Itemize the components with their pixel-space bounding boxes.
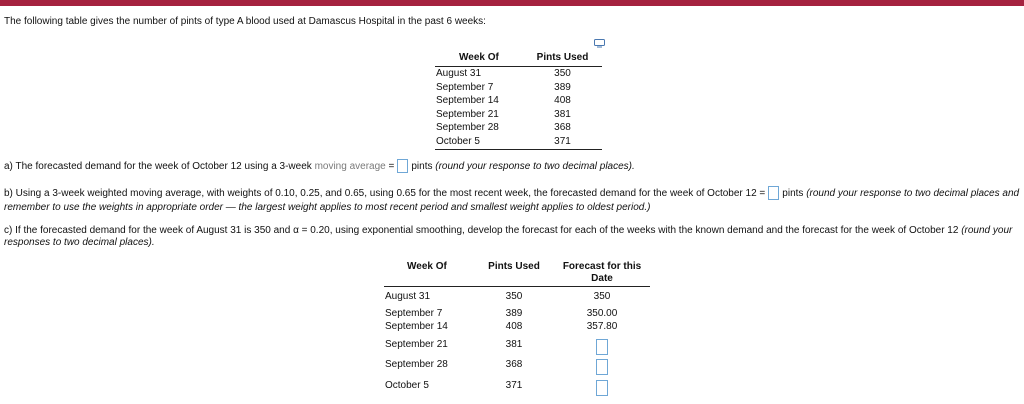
- pints-cell: 381: [554, 108, 571, 120]
- question-a-text: a) The forecasted demand for the week of October 12 using a 3-week: [4, 160, 312, 172]
- table-row: [435, 81, 602, 95]
- equals-sign: =: [388, 160, 395, 172]
- answer-a-input[interactable]: [397, 159, 408, 173]
- intro-text: The following table gives the number of pints of type A blood used at Damascus Hospital in the past 6 weeks:: [4, 16, 486, 27]
- week-cell: September 14: [385, 321, 448, 332]
- week-cell: September 28: [436, 122, 499, 133]
- forecast-cell: 350: [593, 291, 611, 302]
- question-a: [4, 159, 635, 173]
- table-bottom-rule: [435, 149, 602, 150]
- pints-cell: 408: [554, 95, 571, 106]
- week-cell: September 7: [385, 308, 443, 319]
- pints-cell: 408: [505, 321, 523, 332]
- table-row: [384, 339, 650, 353]
- forecast-cell: 357.80: [586, 321, 618, 332]
- forecast-table: [384, 258, 650, 391]
- header-week-of: Week Of: [407, 261, 447, 272]
- question-b-text: b) Using a 3-week weighted moving average, with weights of 0.10, 0.25, and 0.65, using 0.65 for the most recent week, the forecasted demand for the week of October 12 =: [4, 187, 766, 199]
- question-b-line1: [4, 186, 1019, 200]
- pints-cell: 368: [505, 359, 523, 370]
- week-cell: September 28: [385, 359, 448, 370]
- header-week-of: Week Of: [459, 52, 499, 63]
- question-a-unit: pints: [411, 160, 433, 172]
- week-cell: October 5: [385, 380, 429, 391]
- table-row: [384, 308, 650, 322]
- table-row: [435, 94, 602, 108]
- header-forecast: Forecast for this Date: [562, 261, 642, 284]
- table-row: [435, 67, 602, 81]
- question-b-note: (round your response to two decimal places and: [806, 187, 1020, 199]
- pints-cell: 381: [505, 339, 523, 350]
- table-header: [384, 258, 650, 287]
- answer-b-input[interactable]: [768, 186, 779, 200]
- forecast-sep28-input[interactable]: [596, 359, 608, 375]
- question-a-note: (round your response to two decimal places).: [435, 160, 635, 172]
- week-cell: October 5: [436, 135, 480, 147]
- table-row: [384, 321, 650, 335]
- question-b-unit: pints: [782, 187, 804, 199]
- week-cell: September 14: [436, 95, 499, 106]
- question-c-line1: [4, 225, 1012, 236]
- blood-usage-table: [435, 50, 602, 150]
- expand-icon[interactable]: [594, 39, 605, 48]
- question-c-text: c) If the forecasted demand for the week of August 31 is 350 and α = 0.20, using exponential smoothing, develop the forecast for each of the weeks with the known demand and the forecast for the week of October 12: [4, 225, 959, 236]
- table-row: [435, 121, 602, 135]
- forecast-cell: 350.00: [586, 308, 618, 319]
- question-c-line2: responses to two decimal places).: [4, 237, 155, 248]
- table-row: [384, 359, 650, 373]
- header-pints-used: Pints Used: [488, 261, 540, 272]
- week-cell: September 7: [436, 81, 494, 93]
- table-row: [435, 135, 602, 149]
- question-b-line2: remember to use the weights in appropriate order — the largest weight applies to most recent period and smallest weight applies to oldest period.): [4, 202, 651, 213]
- pints-cell: 371: [554, 135, 571, 147]
- forecast-oct5-input[interactable]: [596, 380, 608, 396]
- table-row: [384, 380, 650, 394]
- pints-cell: 389: [554, 81, 571, 93]
- table-header: [435, 50, 602, 67]
- week-cell: August 31: [436, 68, 482, 79]
- week-cell: September 21: [385, 339, 448, 350]
- moving-average-term: moving average: [314, 160, 386, 172]
- pints-cell: 350: [554, 68, 571, 79]
- week-cell: September 21: [436, 108, 499, 120]
- header-pints-used: Pints Used: [536, 52, 589, 63]
- pints-cell: 389: [505, 308, 523, 319]
- question-c-note: (round your: [961, 225, 1013, 236]
- forecast-sep21-input[interactable]: [596, 339, 608, 355]
- pints-cell: 350: [505, 291, 523, 302]
- pints-cell: 368: [554, 122, 571, 133]
- top-accent-bar: [0, 0, 1024, 6]
- table-row: [384, 291, 650, 305]
- table-row: [435, 108, 602, 122]
- week-cell: August 31: [385, 291, 431, 302]
- pints-cell: 371: [505, 380, 523, 391]
